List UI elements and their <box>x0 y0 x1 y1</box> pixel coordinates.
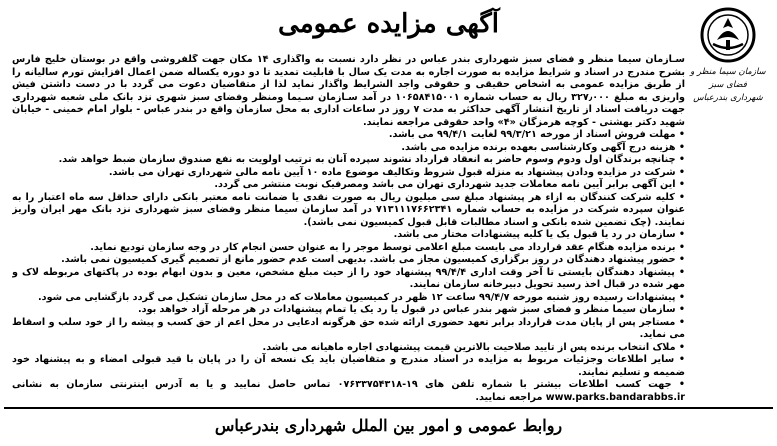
ad-body <box>12 54 685 404</box>
clause-item: • شرکت در مزایده ودادن پیشنهاد به منزله قبول شروط وتکالیف موضوع ماده ۱۰ آیین نامه مالی شهرداری تهران می باشد. <box>108 166 685 178</box>
clause-item: • سایر اطلاعات وجزئیات مربوط به مزایده در اسناد مندرج و متقاضیان باید یک نسخه آن را در پایان با قید قبولی امضاء و به پیشنهاد خود ضمیمه و تسلیم نمایند. <box>12 354 685 378</box>
page-title: آگهی مزایده عمومی <box>278 9 499 39</box>
logo-caption <box>687 66 769 105</box>
clause-item: • برنده مزایده هنگام عقد قرارداد می بایست مبلغ اعلامی توسط موجر را به عنوان حسن انجام کار در وجه سازمان تودیع نماید. <box>90 241 685 253</box>
clause-item: • سازمان سیما منظر و فضای سبز شهر بندر عباس در قبول یا رد یک یا تمام پیشنهادات در هر مرحله آزاد خواهد بود. <box>138 304 685 315</box>
clause-item: • حضور پیشنهاد دهندگان در روز برگزاری کمیسیون مجاز می باشد. بدیهی است عدم حضور مانع از تصمیم گیری کمیسیون نمی باشد. <box>61 254 685 265</box>
clause-item: • این آگهی برابر آیین نامه معاملات جدید شهرداری تهران می باشد ومصرفیک نوبت منتشر می گردد. <box>214 179 685 190</box>
logo-org-name: سازمان سیما منظر و فضای سبز <box>690 67 766 90</box>
logo-municipality-name: شهرداری بندرعباس <box>693 93 763 103</box>
clause-item: • سازمان در رد یا قبول یک یا کلیه پیشنهادات مختار می باشد. <box>393 229 685 240</box>
clause-item: • چنانچه برندگان اول ودوم وسوم حاضر به انعقاد قرارداد نشوند سپرده آنان به ترتیب اولویت به نفع صندوق سازمان ضبط خواهد شد. <box>58 154 685 165</box>
clause-item: • هزینه درج آگهی وکارشناسی بعهده برنده مزایده می باشد. <box>401 141 685 153</box>
clause-item: • مهلت فروش اسناد از مورخه ۹۹/۳/۲۱ لغایت ۹۹/۴/۱ می باشد. <box>388 129 685 140</box>
clause-item: • پیشنهادات رسیده روز شنبه مورخه ۹۹/۴/۷ ساعت ۱۲ ظهر در کمیسیون معاملات که در محل سازمان تشکیل می گردد بازگشایی می شود. <box>38 291 685 303</box>
clause-item: • ملاک انتخاب برنده پس از تایید صلاحیت بالاترین قیمت پیشنهادی اجاره ماهیانه می باشد. <box>262 341 685 353</box>
clause-item: • پیشنهاد دهندگان بایستی تا آخر وقت اداری ۹۹/۴/۴ پیشنهاد خود را از حیث مبلغ مشخص، معین و بدون ابهام بوده در پاکتهای مربوطه لاک و مهر شده در قبال اخذ رسید تحویل دبیرخانه سازمان نمایند. <box>12 266 685 290</box>
intro-paragraph: سـازمان سیما منظر و فضای سبز شهرداری بندر عباس در نظر دارد نسبت به واگذاری ۱۴ مکان جهت گلفروشی واقع در بوستان خلیج فارس بشرح مندرج در اسناد و شرایط مزایده به صورت اجاره به مدت یک سال با قابلیت تمدید تا دو دوره یکساله ضمن اعمال افزایش تورم سالیانه را از طریق مزایده عمومی به اشخاص حقیقی و حقوقی واجد الشرایط واگذار نماید لذا از متقاضیان دعوت می گردد با در دست داشتن فیش واریزی به مبلغ ۳۲۷٫۰۰۰ ریال به حساب شماره ۱۰۶۵۸۴۱۵۰۰۱ در آمد سـازمان سـیما ومنظر وفضای سبز شهری نزد بانک ملی شعبه شهرداری جهت دریافت اسناد از تاریخ انتشار آگهی حداکثر به مدت ۷ روز در ساعات اداری به محل سازمان واقع در بندر عباس - بلوار امام خمینی - خیابان شهید دکتر بهشتی - کوچه هرمزگان «۴» واحد حقوقی مراجعه نمایند. <box>12 54 685 128</box>
contact-paragraph: • جهت کسب اطلاعات بیشتر با شماره تلفن های ۱۹-۰۷۶۳۳۷۵۴۳۱۸ تماس حاصل نمایید و یا به آدرس اینترنتی سازمان به نشانی www.parks.bandarabbs.ir مراجعه نمایید. <box>12 379 685 403</box>
footer-signature: روابط عمومی و امور بین الملل شهرداری بندرعباس <box>214 416 563 435</box>
footer-divider <box>4 407 773 409</box>
clause-item: • مستاجر پس از پایان مدت قرارداد برابر تعهد حضوری ارائه شده حق هرگونه ادعایی در محل اعم از حق کسب و پیشه را از خود سلب و اسقاط می نماید. <box>12 316 685 340</box>
clause-item: • کلیه شرکت کنندگان به ازاء هر پیشنهاد مبلغ سی میلیون ریال به صورت نقدی یا ضمانت نامه معتبر بانکی دارای حداقل سه ماه اعتبار را به عنوان سپرده شرکت در مزایده به حساب شماره ۷۱۳۱۱۱۷۶۶۲۳۴۱ در آمد سازمان سیما منظر وفضای سبز شهرداری نزد بانک مهر ایران واریز نمایند. (چک تضمین شده بانکی و اسناد مطالبات قابل قبول کمیسیون نمی باشد). <box>12 191 685 228</box>
